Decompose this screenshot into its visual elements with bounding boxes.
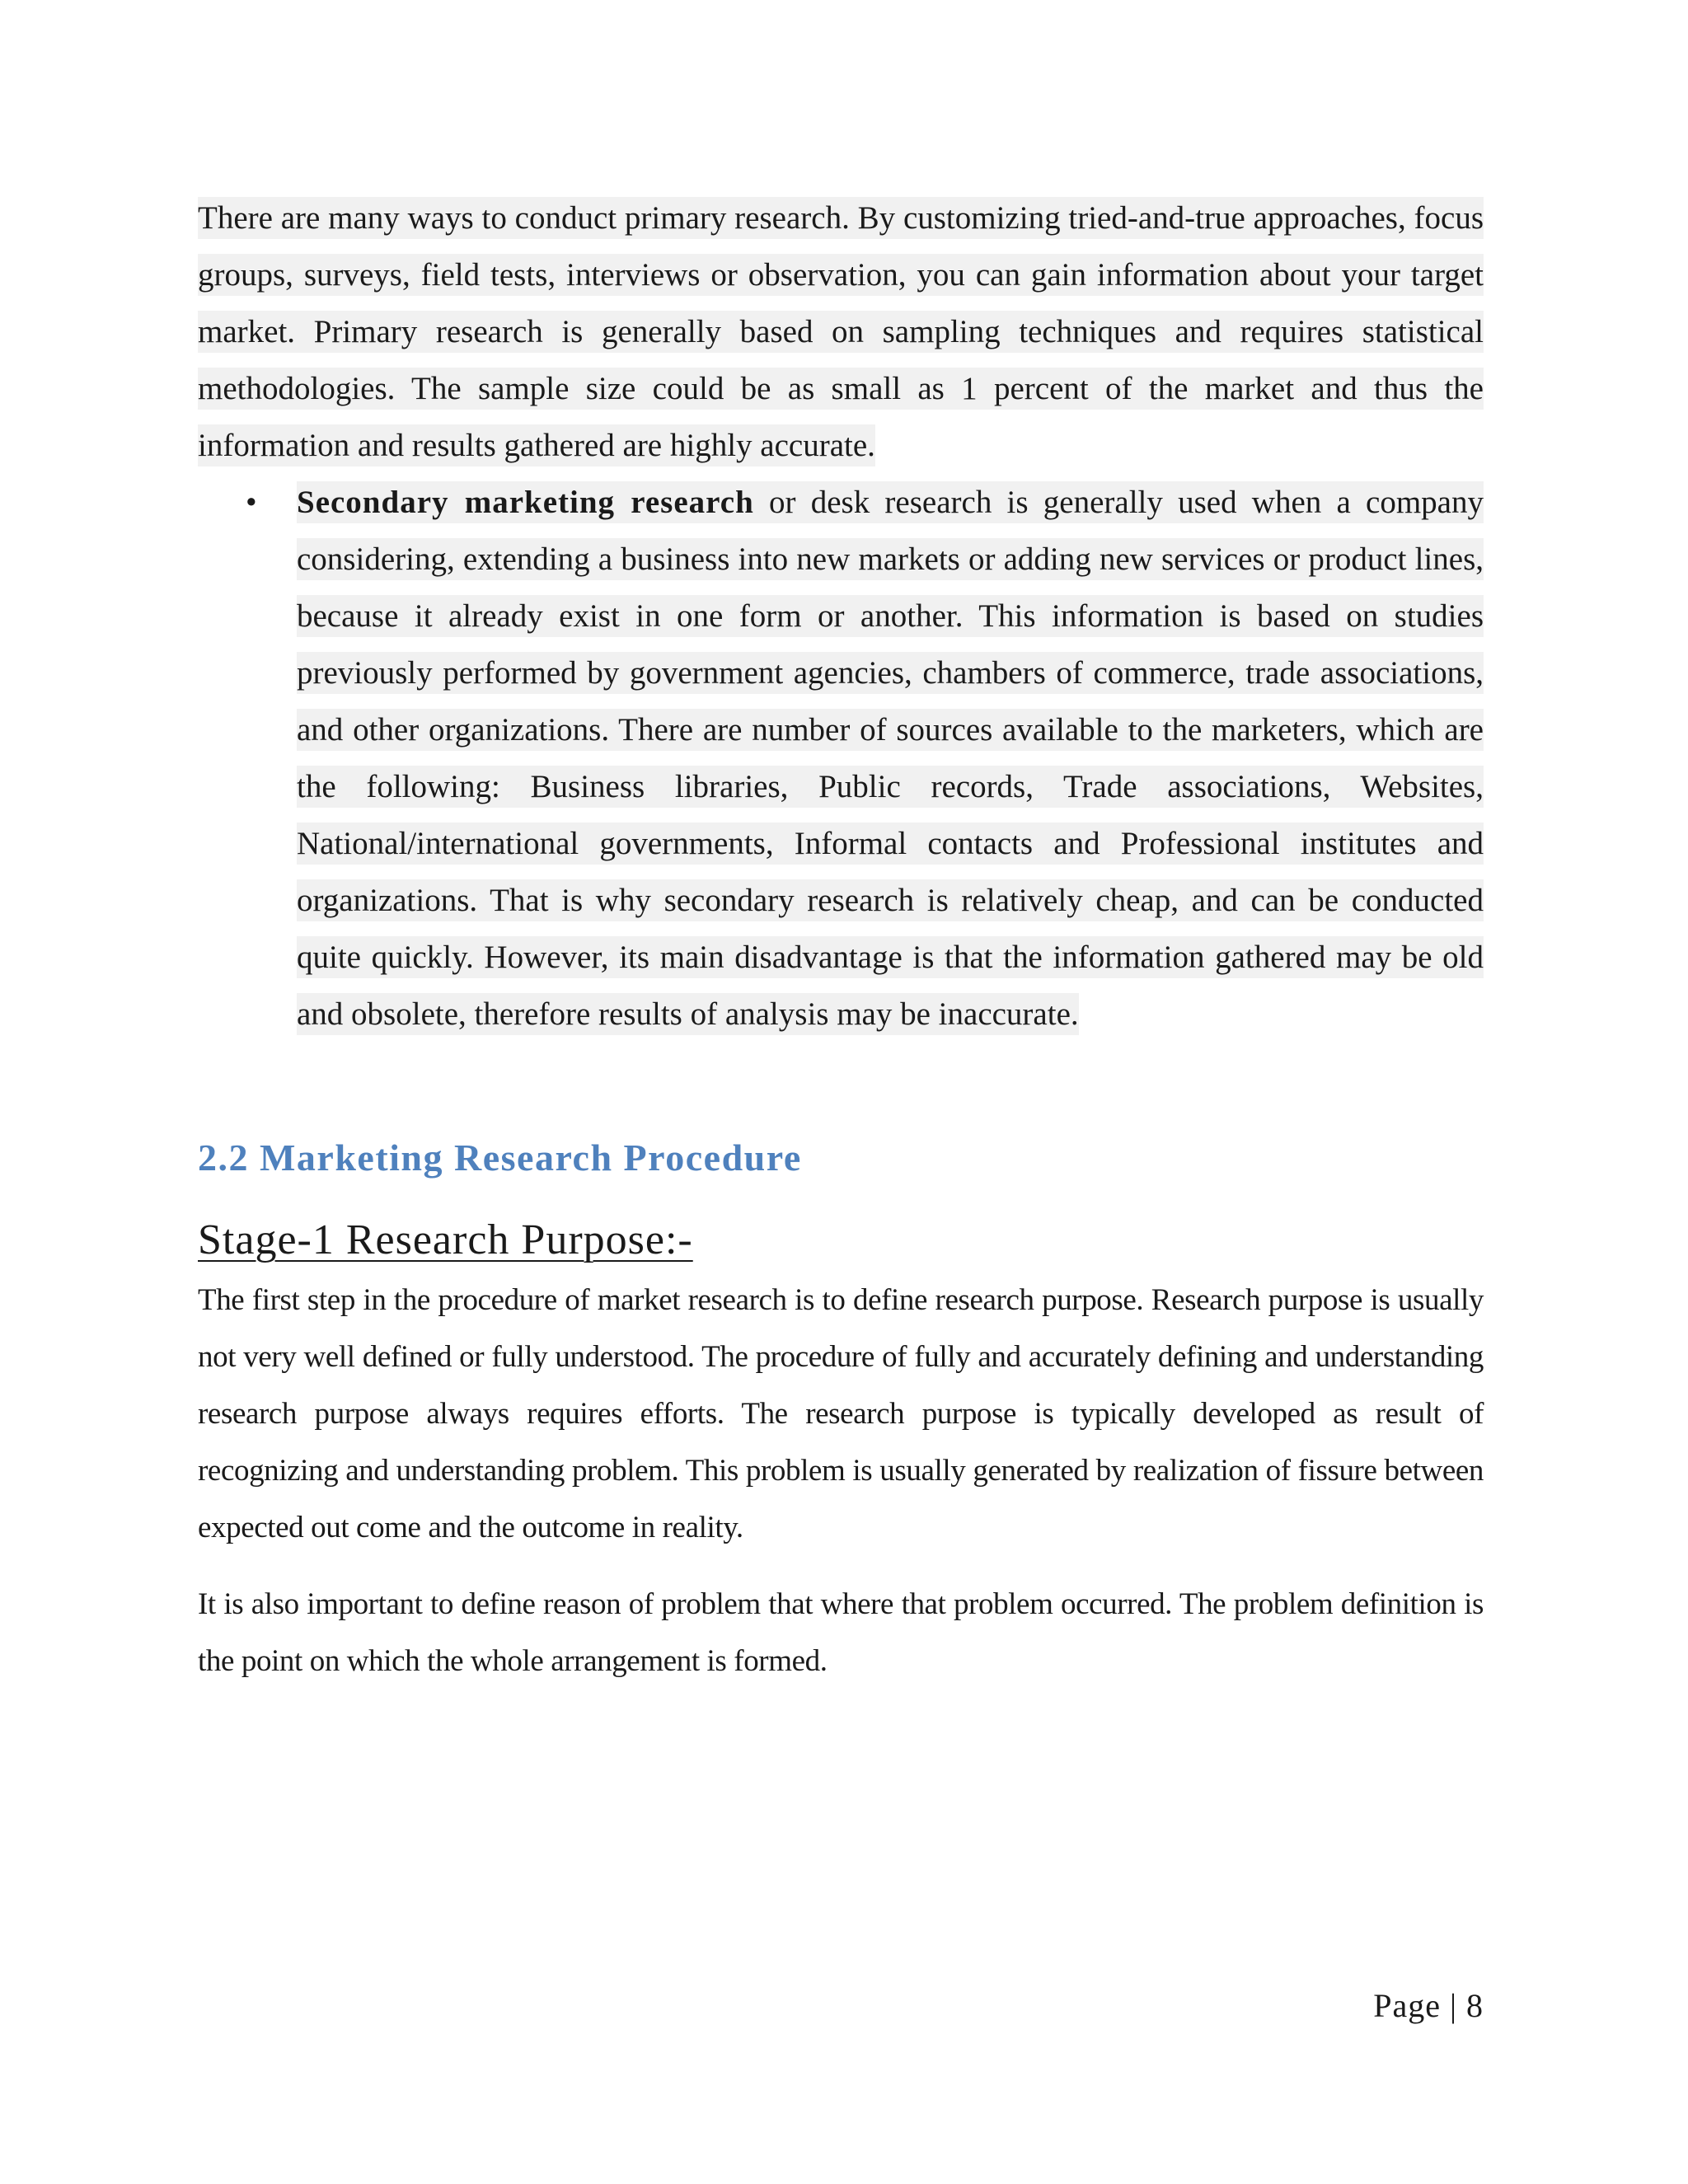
- body-paragraph-1: The first step in the procedure of market research is to define research purpose. Research purpose is usually not very well defined or fully understood. The procedure of fully and accurately defining and understanding research purpose always requires efforts. The research purpose is typically developed as result of recognizing and understanding problem. This problem is usually generated by realization of fissure between expected out come and the outcome in reality.: [198, 1283, 1484, 1544]
- page-number: Page | 8: [1373, 1987, 1484, 2024]
- page-content: [198, 190, 1484, 1690]
- body-paragraph-2: It is also important to define reason of problem that where that problem occurred. The problem definition is the point on which the whole arrangement is formed.: [198, 1587, 1484, 1678]
- bullet-list: [198, 474, 1484, 1043]
- list-item-secondary-research: [198, 474, 1484, 1043]
- secondary-research-text: or desk research is generally used when a company considering, extending a business into new markets or adding new services or product lines, because it already exist in one form or another. This information is based on studies previously performed by government agencies, chambers of commerce, trade associations, and other organizations. There are number of sources available to the marketers, which are the following: Business libraries, Public records, Trade associations, Websites, National/international governments, Informal contacts and Professional institutes and organizations. That is why secondary research is relatively cheap, and can be conducted quite quickly. However, its main disadvantage is that the information gathered may be old and obsolete, therefore results of analysis may be inaccurate.: [297, 485, 1484, 1032]
- secondary-research-highlight: [297, 481, 1484, 1035]
- bullet-icon: •: [246, 485, 257, 520]
- primary-research-text: There are many ways to conduct primary research. By customizing tried-and-true approaches, focus groups, surveys, field tests, interviews or observation, you can gain information about your target market. Primary research is generally based on sampling techniques and requires statistical methodologies. The sample size could be as small as 1 percent of the market and thus the information and results gathered are highly accurate.: [198, 197, 1484, 466]
- secondary-research-term: Secondary marketing research: [297, 485, 754, 520]
- section-heading: 2.2 Marketing Research Procedure: [198, 1137, 802, 1179]
- primary-research-paragraph: [198, 190, 1484, 474]
- stage-heading: Stage-1 Research Purpose:-: [198, 1216, 693, 1263]
